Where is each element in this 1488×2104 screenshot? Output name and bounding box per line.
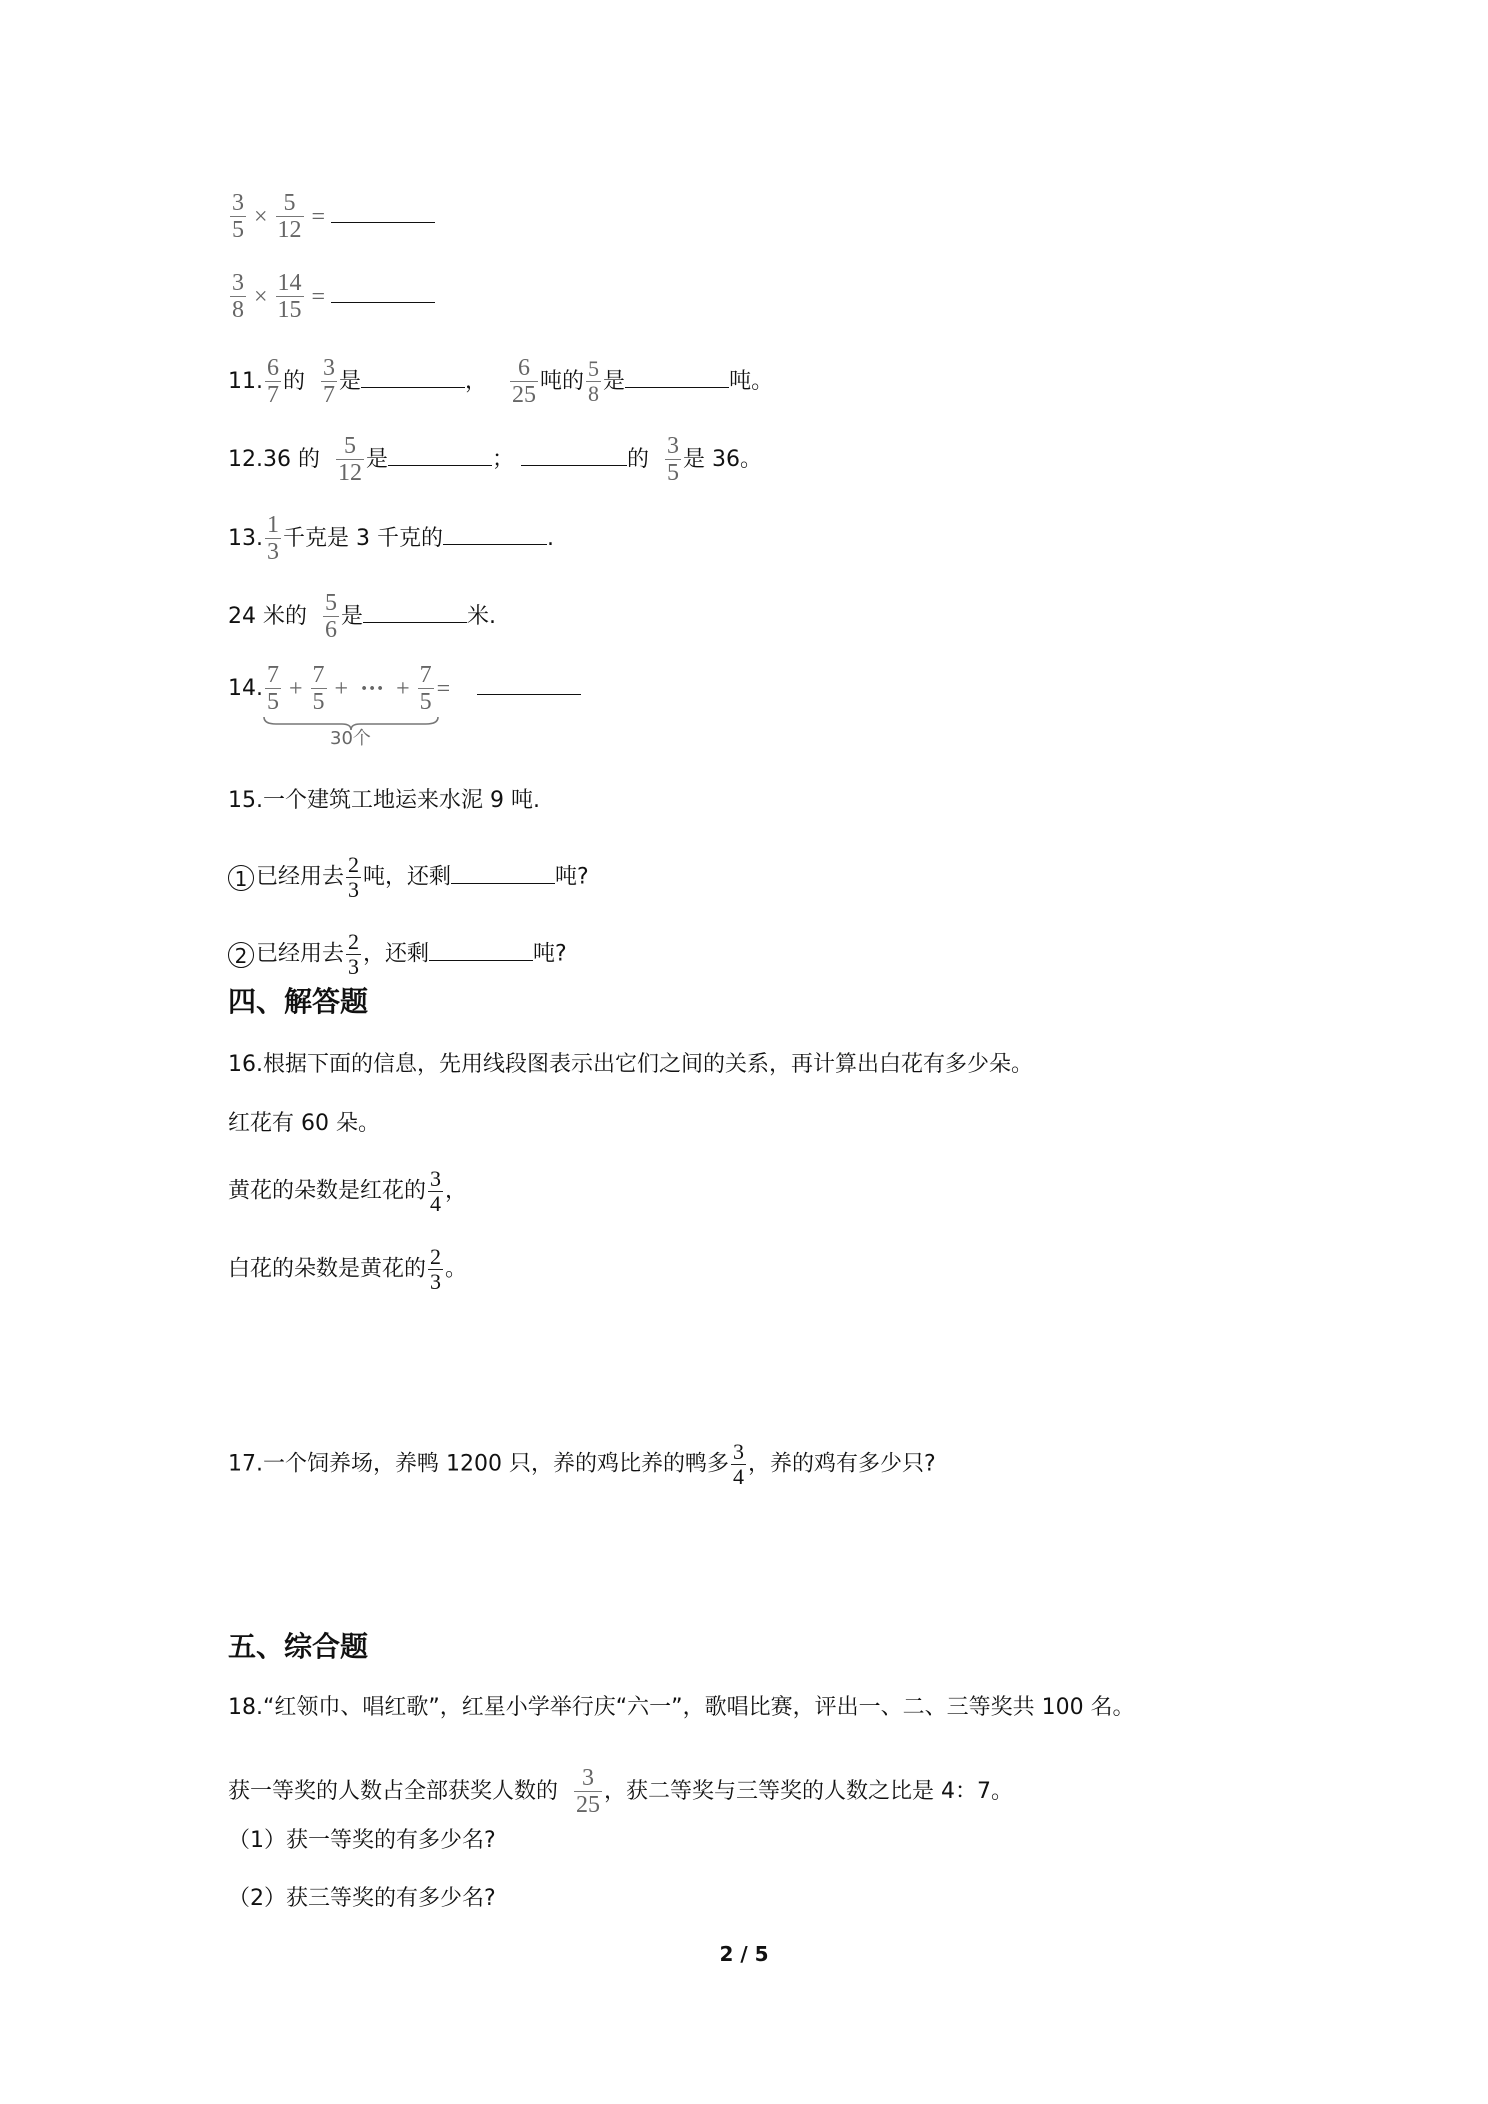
underbrace-label: 30个 (330, 728, 371, 749)
fraction: $\frac{5}{12}$ (277, 190, 302, 244)
question-16-line2: 黄花的朵数是红花的 $\frac{3}{4}$ ， (228, 1166, 468, 1217)
fraction: $\frac{2}{3}$ (430, 1244, 442, 1295)
answer-blank[interactable] (625, 367, 729, 388)
q10-row2: $\frac{3}{8}$ × $\frac{14}{15}$ = (228, 270, 435, 324)
section-heading-4: 四、解答题 (228, 985, 369, 1018)
section-heading-5: 五、综合题 (228, 1630, 369, 1663)
question-15-part2: 2 已经用去 $\frac{2}{3}$ ，还剩 吨? (228, 930, 567, 979)
question-16-line1: 红花有 60 朵。 (228, 1111, 380, 1136)
fraction: $\frac{7}{5}$ (419, 662, 432, 716)
answer-blank[interactable] (331, 282, 435, 303)
question-18-sub2: （2）获三等奖的有多少名? (228, 1886, 496, 1911)
fraction: $\frac{7}{5}$ (312, 662, 325, 716)
fraction: $\frac{3}{4}$ (430, 1166, 442, 1217)
fraction: $\frac{3}{5}$ (667, 433, 680, 487)
answer-blank[interactable] (477, 674, 581, 695)
question-16-stem: 16.根据下面的信息，先用线段图表示出它们之间的关系，再计算出白花有多少朵。 (228, 1052, 1033, 1077)
fraction: $\frac{14}{15}$ (277, 270, 302, 324)
question-16-line3: 白花的朵数是黄花的 $\frac{2}{3}$ 。 (228, 1244, 468, 1295)
fraction: $\frac{2}{3}$ (348, 929, 360, 980)
answer-blank[interactable] (331, 202, 435, 223)
fraction: $\frac{3}{5}$ (232, 190, 244, 244)
fraction: $\frac{7}{5}$ (267, 662, 279, 716)
question-18-sub1: （1）获一等奖的有多少名? (228, 1828, 496, 1853)
question-11: 11. $\frac{6}{7}$ 的 $\frac{3}{7}$ 是 ， $\frac{6}{25}$ 吨的 $\frac{5}{8}$ 是 吨。 (228, 355, 774, 409)
question-15-part1: 1 已经用去 $\frac{2}{3}$ 吨，还剩 吨? (228, 853, 589, 902)
fraction: $\frac{2}{3}$ (348, 852, 360, 903)
question-15-stem: 15.一个建筑工地运来水泥 9 吨. (228, 788, 540, 813)
q10-row1: $\frac{3}{5}$ × $\frac{5}{12}$ = (228, 190, 435, 244)
fraction: $\frac{5}{6}$ (325, 590, 337, 644)
question-18-stem: 18.“红领巾、唱红歌”，红星小学举行庆“六一”，歌唱比赛，评出一、二、三等奖共 100 名。 (228, 1695, 1135, 1720)
question-17: 17.一个饲养场，养鸭 1200 只，养的鸡比养的鸭多 $\frac{3}{4}$ ，养的鸡有多少只? (228, 1439, 936, 1490)
page-number: 2 / 5 (719, 1942, 769, 1966)
fraction: $\frac{3}{7}$ (323, 355, 336, 409)
fraction: $\frac{3}{25}$ (576, 1765, 601, 1819)
answer-blank[interactable] (361, 367, 465, 388)
fraction: $\frac{6}{25}$ (512, 355, 537, 409)
question-18-line2: 获一等奖的人数占全部获奖人数的 $\frac{3}{25}$ ，获二等奖与三等奖的人数之比是 4：7。 (228, 1765, 1014, 1819)
fraction: $\frac{5}{12}$ (337, 433, 362, 487)
fraction: $\frac{3}{8}$ (232, 270, 244, 324)
fraction: $\frac{3}{4}$ (732, 1439, 744, 1490)
question-13: 13. $\frac{1}{3}$ 千克是 3 千克的 . (228, 512, 554, 566)
question-12: 12.36 的 $\frac{5}{12}$ 是 ； 的 $\frac{3}{5}$ 是 36。 (228, 433, 763, 487)
answer-blank[interactable] (451, 863, 555, 884)
answer-blank[interactable] (363, 602, 467, 623)
fraction: $\frac{5}{8}$ (588, 356, 600, 407)
answer-blank[interactable] (443, 524, 547, 545)
answer-blank[interactable] (388, 445, 492, 466)
fraction: $\frac{1}{3}$ (267, 512, 279, 566)
fraction: $\frac{6}{7}$ (267, 355, 279, 409)
question-14: 14. $\frac{7}{5}$ + $\frac{7}{5}$ + ··· + $\frac{7}{5}$ = (228, 662, 581, 716)
answer-blank[interactable] (521, 445, 627, 466)
answer-blank[interactable] (429, 940, 533, 961)
question-13-second: 24 米的 $\frac{5}{6}$ 是 米. (228, 590, 497, 644)
